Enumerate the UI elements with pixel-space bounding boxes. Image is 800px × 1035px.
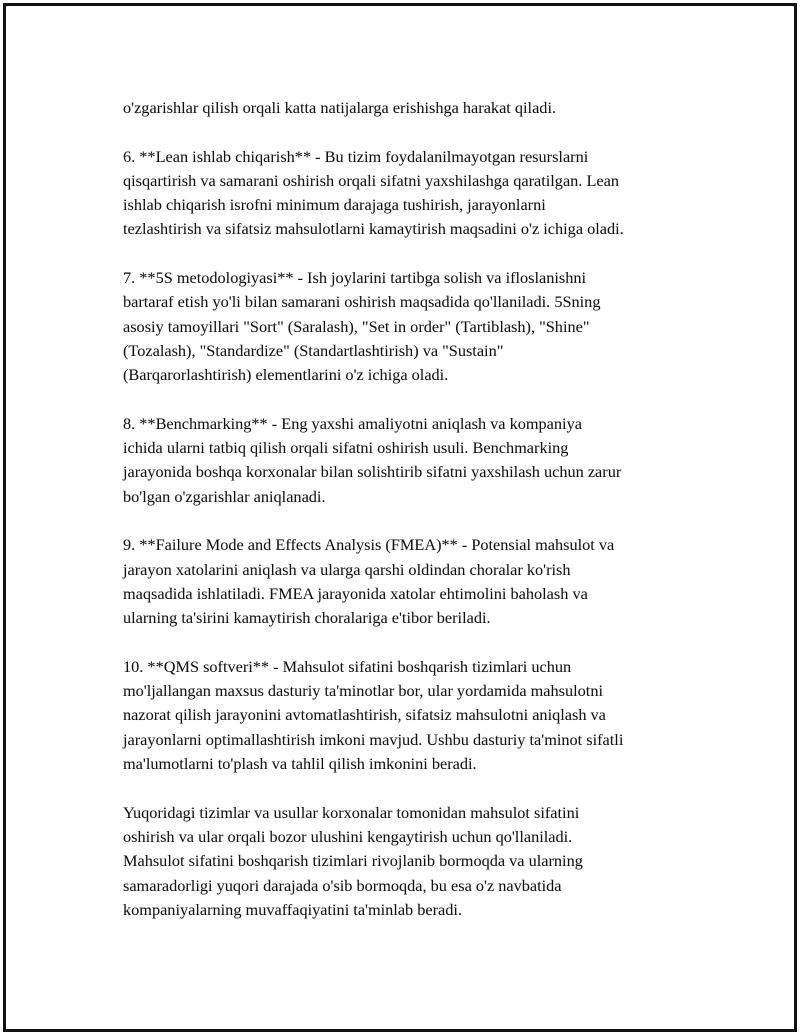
paragraph-fmea: 9. **Failure Mode and Effects Analysis (FMEA)** - Potensial mahsulot va jarayon xatolarini aniqlash va ularga qarshi oldindan choralar ko'rish maqsadida ishlatiladi. FMEA jarayonida xatolar ehtimolini baholash va ularning ta'sirini kamaytirish choralariga e'tibor beriladi. — [123, 535, 615, 628]
paragraph-benchmarking: 8. **Benchmarking** - Eng yaxshi amaliyotni aniqlash va kompaniya ichida ularni tatbiq qilish orqali sifatni oshirish usuli. Benchmarking jarayonida boshqa korxonalar bilan solishtirib sifatni yaxshilash uchun zarur bo'lgan o'zgarishlar aniqlanadi. — [123, 413, 622, 506]
paragraph-conclusion: Yuqoridagi tizimlar va usullar korxonalar tomonidan mahsulot sifatini oshirish va ular orqali bozor ulushini kengaytirish uchun qo'llaniladi. Mahsulot sifatini boshqarish tizimlari rivojlanib bormoqda va ularning samaradorligi yuqori darajada o'sib bormoqda, bu esa o'z navbatida kompaniyalarning muvaffaqiyatini ta'minlab beradi. — [123, 802, 583, 919]
document-body — [123, 96, 695, 922]
paragraph-lean: 6. **Lean ishlab chiqarish** - Bu tizim foydalanilmayotgan resurslarni qisqartirish va samarani oshirish orqali sifatni yaxshilashga qaratilgan. Lean ishlab chiqarish isrofni minimum darajaga tushirish, jarayonlarni tezlashtirish va sifatsiz mahsulotlarni kamaytirish maqsadini o'z ichiga oladi. — [123, 146, 624, 239]
paragraph-5s: 7. **5S metodologiyasi** - Ish joylarini tartibga solish va ifloslanishni bartaraf etish yo'li bilan samarani oshirish maqsadida qo'llaniladi. 5Sning asosiy tamoyillari "Sort" (Saralash), "Set in order" (Tartiblash), "Shine" (Tozalash), "Standardize" (Standartlashtirish) va "Sustain" (Barqarorlashtirish) elementlarini o'z ichiga oladi. — [123, 268, 601, 385]
page-frame — [3, 3, 797, 1032]
paragraph-continuation: o'zgarishlar qilish orqali katta natijalarga erishishga harakat qiladi. — [123, 98, 557, 117]
paragraph-qms: 10. **QMS softveri** - Mahsulot sifatini boshqarish tizimlari uchun mo'ljallangan maxsus dasturiy ta'minotlar bor, ular yordamida mahsulotni nazorat qilish jarayonini avtomatlashtirish, sifatsiz mahsulotni aniqlash va jarayonlarni optimallashtirish imkoni mavjud. Ushbu dasturiy ta'minot sifatli ma'lumotlarni to'plash va tahlil qilish imkonini beradi. — [123, 656, 624, 774]
